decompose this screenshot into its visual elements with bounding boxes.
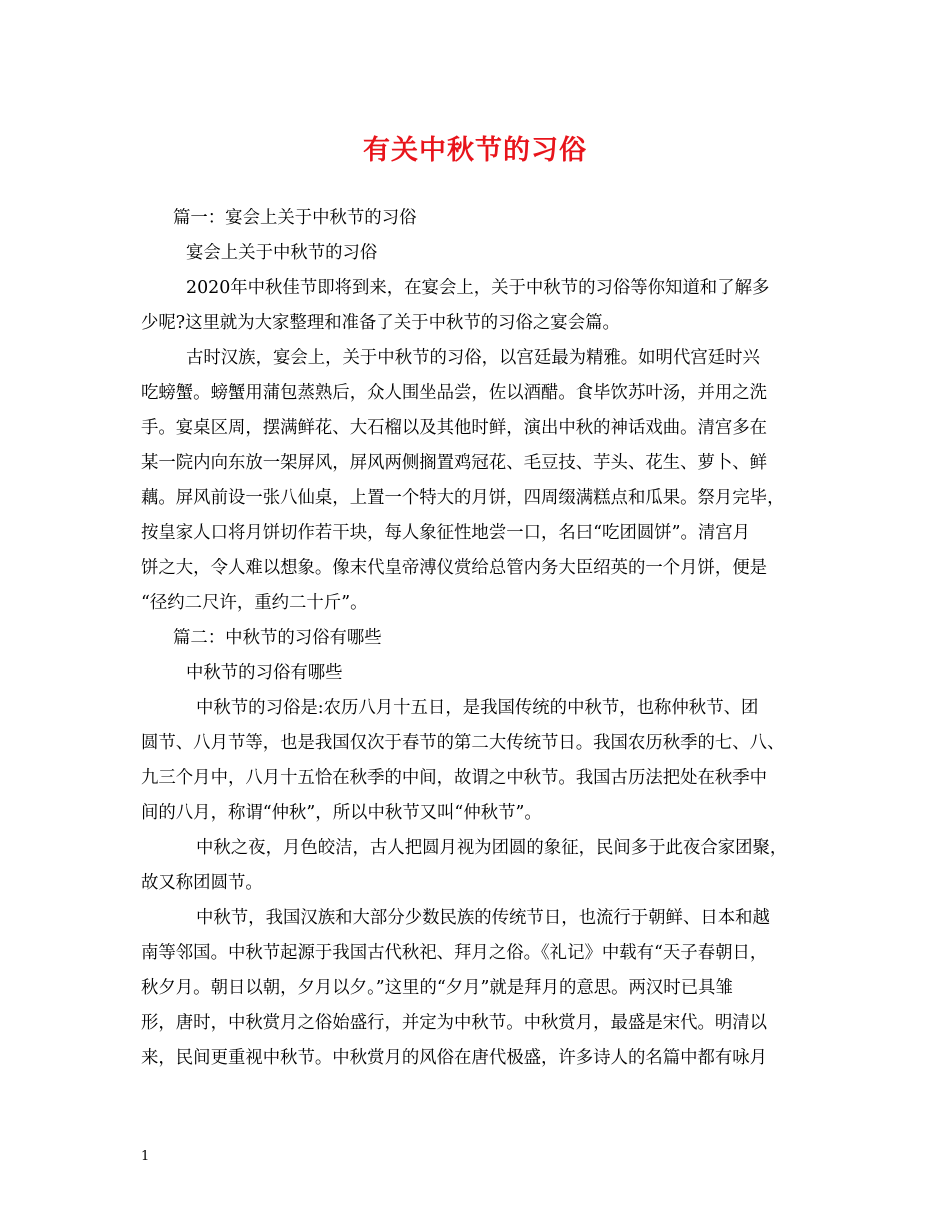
paragraph-line: 古时汉族，宴会上，关于中秋节的习俗，以宫廷最为精雅。如明代宫廷时兴 [186, 348, 760, 368]
section-subtitle: 宴会上关于中秋节的习俗 [186, 243, 378, 263]
paragraph-line: 故又称团圆节。 [141, 873, 263, 893]
paragraph-line: 来，民间更重视中秋节。中秋赏月的风俗在唐代极盛，许多诗人的名篇中都有咏月 [141, 1048, 768, 1068]
paragraph-line: 南等邻国。中秋节起源于我国古代秋祀、拜月之俗。《礼记》中载有“天子春朝日， [141, 943, 768, 963]
paragraph-line: 按皇家人口将月饼切作若干块，每人象征性地尝一口，名曰“吃团圆饼”。清宫月 [141, 523, 751, 543]
paragraph-line: 中秋节，我国汉族和大部分少数民族的传统节日，也流行于朝鲜、日本和越 [196, 908, 770, 928]
paragraph-line: 藕。屏风前设一张八仙桌，上置一个特大的月饼，四周缀满糕点和瓜果。祭月完毕， [141, 488, 785, 508]
paragraph-line: 手。宴桌区周，摆满鲜花、大石榴以及其他时鲜，演出中秋的神话戏曲。清宫多在 [141, 418, 768, 438]
paragraph-line: 圆节、八月节等，也是我国仅次于春节的第二大传统节日。我国农历秋季的七、八、 [141, 733, 785, 753]
paragraph-line: 2020年中秋佳节即将到来，在宴会上，关于中秋节的习俗等你知道和了解多 [186, 278, 770, 298]
document-title: 有关中秋节的习俗 [363, 135, 587, 166]
paragraph-line: 中秋之夜，月色皎洁，古人把圆月视为团圆的象征，民间多于此夜合家团聚， [196, 838, 788, 858]
paragraph-line: 九三个月中，八月十五恰在秋季的中间，故谓之中秋节。我国古历法把处在秋季中 [141, 768, 768, 788]
paragraph-line: 间的八月，称谓“仲秋”，所以中秋节又叫“仲秋节”。 [141, 803, 542, 823]
section-heading: 篇二：中秋节的习俗有哪些 [173, 628, 382, 648]
paragraph-line: 饼之大，令人难以想象。像末代皇帝溥仪赏给总管内务大臣绍英的一个月饼，便是 [141, 558, 768, 578]
paragraph-line: “径约二尺许，重约二十斤”。 [141, 593, 368, 613]
paragraph-line: 某一院内向东放一架屏风，屏风两侧搁置鸡冠花、毛豆技、芋头、花生、萝卜、鲜 [141, 453, 768, 473]
section-subtitle: 中秋节的习俗有哪些 [186, 663, 343, 683]
page-number: 1 [141, 1149, 150, 1164]
paragraph-line: 少呢?这里就为大家整理和准备了关于中秋节的习俗之宴会篇。 [141, 313, 620, 333]
section-heading: 篇一：宴会上关于中秋节的习俗 [173, 208, 417, 228]
paragraph-line: 秋夕月。朝日以朝，夕月以夕。”这里的“夕月”就是拜月的意思。两汉时已具雏 [141, 978, 733, 998]
paragraph-line: 中秋节的习俗是:农历八月十五日，是我国传统的中秋节，也称仲秋节、团 [196, 698, 759, 718]
paragraph-line: 吃螃蟹。螃蟹用蒲包蒸熟后，众人围坐品尝，佐以酒醋。食毕饮苏叶汤，并用之洗 [141, 383, 768, 403]
paragraph-line: 形，唐时，中秋赏月之俗始盛行，并定为中秋节。中秋赏月，最盛是宋代。明清以 [141, 1013, 768, 1033]
